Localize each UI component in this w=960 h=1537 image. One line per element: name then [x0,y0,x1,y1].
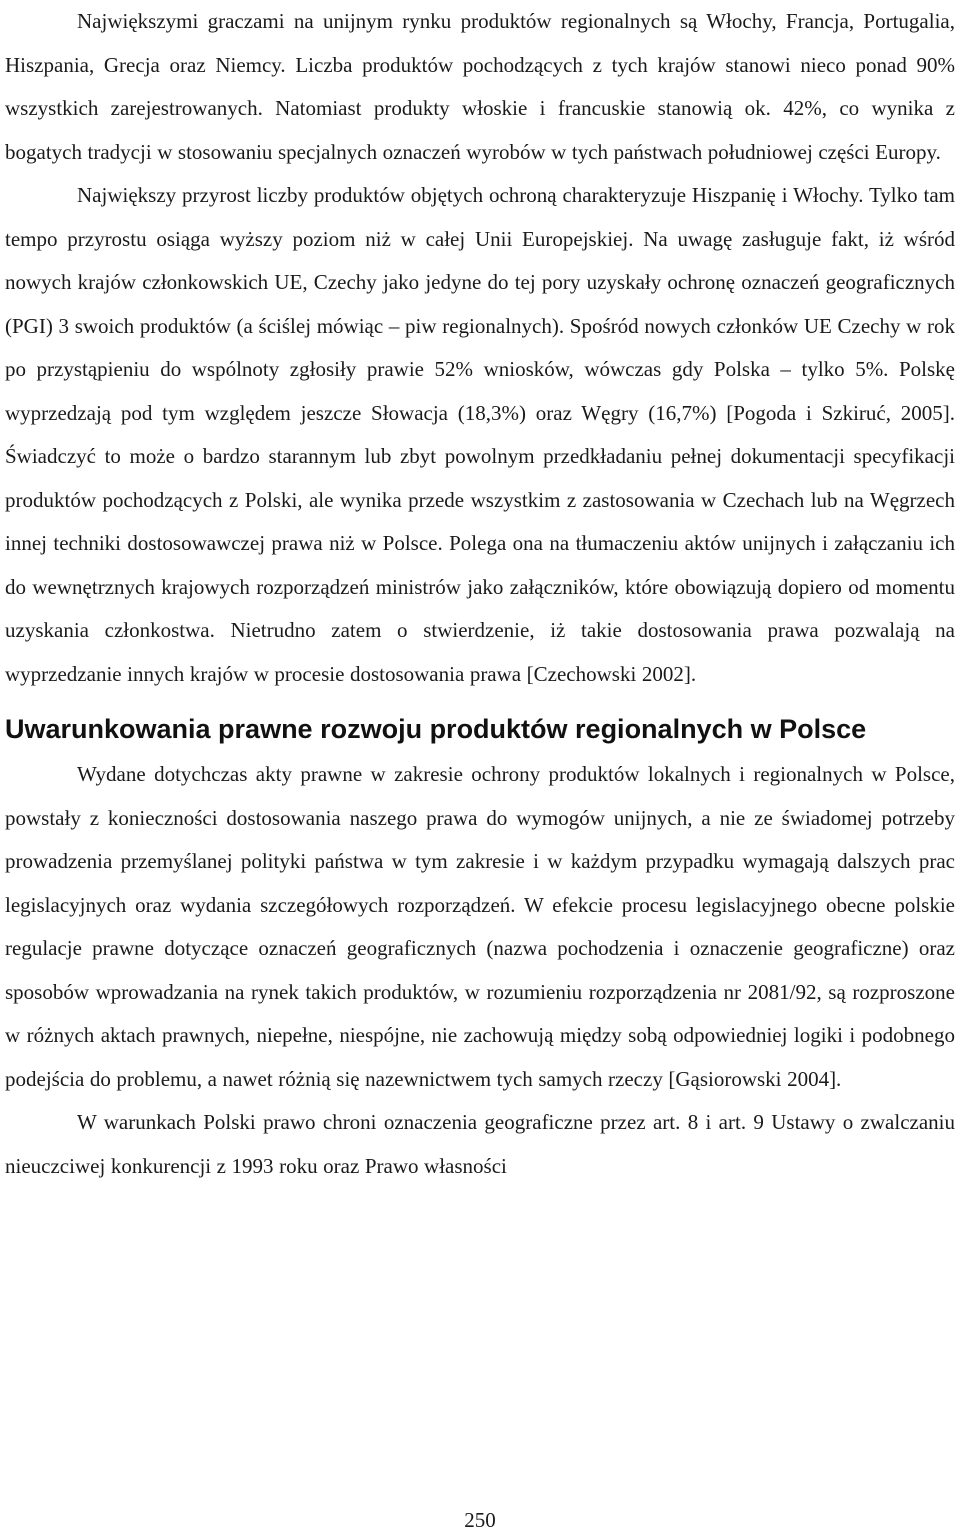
body-paragraph-4: W warunkach Polski prawo chroni oznaczenia geograficzne przez art. 8 i art. 9 Ustawy o zwalczaniu nieuczciwej konkurencji z 1993 roku oraz Prawo własności [5,1110,955,1178]
body-paragraph-2: Największy przyrost liczby produktów objętych ochroną charakteryzuje Hiszpanię i Włochy. Tylko tam tempo przyrostu osiąga wyższy poziom niż w całej Unii Europejskiej. Na uwagę zasługuje fakt, iż wśród nowych krajów członkowskich UE, Czechy jako jedyne do tej pory uzyskały ochronę oznaczeń geograficznych (PGI) 3 swoich produktów (a ściślej mówiąc – piw regionalnych). Spośród nowych członków UE Czechy w rok po przystąpieniu do wspólnoty zgłosiły prawie 52% wniosków, wówczas gdy Polska – tylko 5%. Polskę wyprzedzają pod tym względem jeszcze Słowacja (18,3%) oraz Węgry (16,7%) [Pogoda i Szkiruć, 2005]. Świadczyć to może o bardzo starannym lub zbyt powolnym przedkładaniu pełnej dokumentacji specyfikacji produktów pochodzących z Polski, ale wynika przede wszystkim z zastosowania w Czechach lub na Węgrzech innej techniki dostosowawczej prawa niż w Polsce. Polega ona na tłumaczeniu aktów unijnych i załączaniu ich do wewnętrznych krajowych rozporządzeń ministrów jako załączników, które obowiązują dopiero od momentu uzyskania członkostwa. Nietrudno zatem o stwierdzenie, iż takie dostosowania prawa pozwalają na wyprzedzanie innych krajów w procesie dostosowania prawa [Czechowski 2002]. [5,183,955,686]
body-paragraph-1: Największymi graczami na unijnym rynku produktów regionalnych są Włochy, Francja, Portugalia, Hiszpania, Grecja oraz Niemcy. Liczba produktów pochodzących z tych krajów stanowi nieco ponad 90% wszystkich zarejestrowanych. Natomiast produkty włoskie i francuskie stanowią ok. 42%, co wynika z bogatych tradycji w stosowaniu specjalnych oznaczeń wyrobów w tych państwach południowej części Europy. [5,9,955,164]
page-number: 250 [464,1508,496,1532]
body-paragraph-3: Wydane dotychczas akty prawne w zakresie ochrony produktów lokalnych i regionalnych w Polsce, powstały z konieczności dostosowania naszego prawa do wymogów unijnych, a nie ze świadomej potrzeby prowadzenia przemyślanej polityki państwa w tym zakresie i w każdym przypadku wymagają dalszych prac legislacyjnych oraz wydania szczegółowych rozporządzeń. W efekcie procesu legislacyjnego obecne polskie regulacje prawne dotyczące oznaczeń geograficznych (nazwa pochodzenia i oznaczenie geograficzne) oraz sposobów wprowadzania na rynek takich produktów, w rozumieniu rozporządzenia nr 2081/92, są rozproszone w różnych aktach prawnych, niepełne, niespójne, nie zachowują między sobą odpowiedniej logiki i podobnego podejścia do problemu, a nawet różnią się nazewnictwem tych samych rzeczy [Gąsiorowski 2004]. [5,762,955,1091]
document-page [5,0,955,1188]
section-heading: Uwarunkowania prawne rozwoju produktów regionalnych w Polsce [5,714,867,744]
